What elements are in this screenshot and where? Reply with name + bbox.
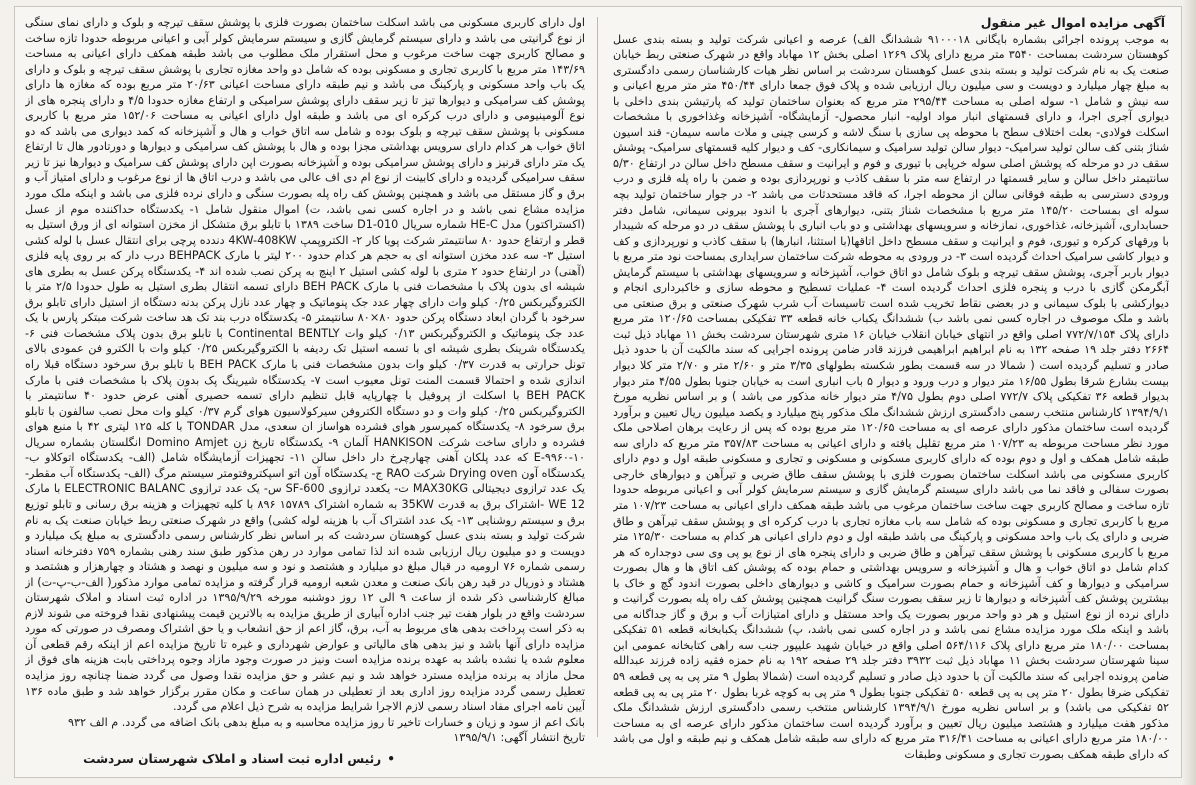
scan-edge-shadow <box>1182 0 1196 785</box>
notice-left-column <box>25 15 585 769</box>
bullet-icon: • <box>387 751 395 766</box>
column-divider <box>597 17 598 737</box>
notice-left-text: اول دارای کاربری مسکونی می باشد اسکلت ساختمان بصورت فلزی با پوشش سقف تیرچه و بلوک و دارای نمای سنگی از نوع گرانیتی می باشد و دارای سیستم گرمایش گازی و سیستم سرمایش کولر آبی و اعیانی مربوطه حدودا تازه ساخت و مصالح کاربری جهت ساخت مرغوب و محل استقرار ملک مطلوب می باشد طبقه همکف دارای اعیانی به مساحت ۱۴۳/۶۹ متر مربع با کاربری تجاری و مسکونی بوده که شامل دو واحد مغازه تجاری با پوشش سقف تیرچه و بلوک و دارای یک باب واحد مسکونی و پارکینگ می باشد و نیم طبقه دارای مساحت اعیانی ۲۰/۶۳ متر مربع بوده که مغازه ها دارای پوشش کف سرامیکی و دیوارها تیز تا زیر سقف دارای پوشش سرامیکی و ارتفاع مغازه حدودا ۴/۵ و دارای پنجره های از نوع آلومینیومی و دارای درب کرکره ای می باشد و طبقه اول دارای اعیانی به مساحت ۱۵۲/۰۶ متر مربع با کاربری مسکونی با پوشش سقف تیرچه و بلوک بوده و شامل سه اتاق خواب و هال و آشپزخانه که کمد دیواری می باشد که دو اتاق خواب هر کدام دارای سرویس بهداشتی مجزا بوده و هال با پوشش کف سرامیکی و دیوارها و دورتادور هال تا ارتفاع یک متر دارای قرنیز و دارای پوشش سرامیکی بوده و آشپزخانه بصورت اپن دارای پوشش کف سرامیک و دیوارها نیز تا زیر سقف سرامیکی گردیده و دارای کابینت از نوع ام دی اف عالی می باشد و درب اتاق ها از نوع مرغوب و دارای امتیاز آب و برق و گاز مستقل می باشد و همچنین پوشش کف راه پله بصورت سنگی و دارای نرده فلزی می باشد و اینکه ملک مورد مزایده مشاع نمی باشد و در اجاره کسی نمی باشد، ت) اموال منقول شامل ۱- یکدستگاه حداکننده موم از عسل (اکستراکتور) مدل HE-C شماره سریال D1-010 ساخت ۱۳۸۹ با تابلو برق متشکل از مخزن استوانه ای از ورق استیل به قطر و ارتفاع حدود ۸۰ سانتیمتر شرکت پویا کار ۲- الکتروپمپ 4KW-408KW دندده پرچی برای انتقال عسل با لوله کشی استیل ۳- سه عدد مخزن استوانه ای به حجم هر کدام حدود ۲۰۰ لیتر با مارک BEHPACK درب دار که بر روی پایه فلزی (آهنی) در ارتفاع حدود ۲ متری با لوله کشی استیل ۲ اینچ به پرکن نصب شده اند ۴- یکدستگاه پرکن عسل به بطری های شیشه ای بدون پلاک با مشخصات فنی با مارک BEH PACK دارای تسمه انتقال بطری استیل به طول حدودا ۲/۵ متر با الکتروگیربکس ۰/۲۵ کیلو وات دارای چهار عدد جک پنوماتیک و چهار عدد نازل پرکن بدنه دستگاه از استیل دارای تابلو برق سرخود با گردان ابعاد دستگاه پرکن حدود ۸۰×۸۰ سانتیمتر ۵- یکدستگاه درب بند تک هد ساخت شرکت مبتکر پارس با یک عدد جک پنوماتیک و الکتروگیربکس ۰/۱۳ کیلو وات Continental BENTLY با تابلو برق بدون پلاک مشخصات فنی ۶- یکدستگاه شرینک بطری شیشه ای با تسمه استیل تک ردیفه با الکتروگیربکس ۰/۲۵ کیلو وات با الکترو فن عمودی بالای تونل حرارتی به قدرت ۰/۳۷ کیلو وات بدون مشخصات فنی با مارک BEH PACK با تابلو برق سرخود دستگاه قبلا راه اندازی شده و احتمالا قسمت المنت تونل معیوب است ۷- یکدستگاه شیرینگ پک بدون پلاک با مشخصات فنی با مارک BEH PACK با اسکلت از پروفیل با چهارپایه قابل تنظیم دارای تسمه حصیری آهنی عرض حدود ۴۰ سانتیمتر با الکتروگیربکس ۰/۲۵ کیلو وات و دو دستگاه الکتروفن سیرکولاسیون هوای گرم ۰/۳۷ کیلو وات محل نصب سالفون با تابلو برق سرخود ۸- یکدستگاه کمپرسور هوای فشرده هواساز ان سعدی، مدل TONDAR با کله ۱۲۵ لیتری ۴۲ با منبع هوای فشرده و دارای ساخت شرکت HANKISON آلمان ۹- یکدستگاه تاریخ زن Domino Amjet انگلستان بشماره سریال ۱۰-۹۹۶۰-E که عدد پلکان آهنی چهارچرخ دار داخل سالن ۱۱- تجهیزات آزمایشگاه شامل (الف- یکدستگاه اتوکلاو ب- یکدستگاه آون Drying oven شرکت RAO ج- یکدستگاه آون اتو اسپکتروفتومتر سیستم مرگ (الف- یکدستگاه آب مقطر- یک عدد ترازوی دیجیتالی MAX30KG ت- یکعدد ترازوی SF-600 س- یک عدد ترازوی ELECTRONIC BALANC با مارک WE 12 -اشتراک برق به قدرت 35KW به شماره اشتراک ۱۵۷۸۹ ۸۹۶ با کلیه تجهیزات و هزینه برق رسانی و تابلو توزیع برق و سیستم روشنایی ۱۳- یک عدد اشتراک آب با هزینه لوله کشی) واقع در شهرک صنعتی ربط خیابان صنعت یک به نام شرکت تولید و بسته بندی عسل کوهستان سردشت که بر اساس نظر کارشناس رسمی دادگستری به مبلغ یک میلیارد و دویست و دو میلیون ریال ارزیابی شده اند لذا تمامی موارد در رهن مذکور طبق سند رهنی بشماره ۷۵۹ دفترخانه اسناد رسمی شماره ۷۶ ارومیه در قبال مبلغ دو میلیارد و هشتصد و نود و سه میلیون و نهصد و هشتاد و چهارهزار و هشتصد و هشتاد و ذوریال در قید رهن بانک صنعت و معدن شعبه ارومیه قرار گرفته و مزایده تمامی موارد مذکور( الف-ب-پ-ت) از مبالغ کارشناسی ذکر شده از ساعت ۹ الی ۱۲ روز دوشنبه مورخه ۱۳۹۵/۹/۲۹ در اداره ثبت اسناد و املاک شهرستان سردشت واقع در بلوار هفت تیر جنب اداره آبیاری از طریق مزایده به بالاترین قیمت پیشنهادی نقدا فروخته می شوند لازم به ذکر است پرداخت بدهی های مربوط به آب، برق، گاز اعم از حق انشعاب و یا حق اشتراک ومصرف در صورتی که مورد مزایده دارای آنها باشد و نیز بدهی های مالیاتی و عوارض شهرداری و غیره تا تاریخ مزایده اعم از اینکه رقم قطعی آن معلوم شده یا نشده باشد به عهده برنده مزایده است ونیز در صورت وجود مازاد وجوه پرداختی بابت هزینه های فوق از محل مازاد به برنده مزایده مسترد خواهد شد و نیم عشر و حق مزایده نقدا وصول می گردد ضمنا چنانچه روز مزایده تعطیل رسمی گردد مزایده روز اداری بعد از تعطیلی در همان ساعت و مکان مقرر برگزار خواهد شد و طبق ماده ۱۳۶ آیین نامه اجرای مفاد اسناد رسمی لازم الاجرا شرایط مزایده به شرح ذیل اعلام می گردد. <box>25 16 585 714</box>
notice-tracking-line: بانک اعم از سود و زیان و خسارات تاخیر تا روز مزایده محاسبه و به مبلغ بدهی بانک اضافه می گردد. م الف ۹۳۲ <box>68 715 585 729</box>
notice-title: آگهی مزایده اموال غیر منقول <box>980 15 1165 30</box>
notice-right-text: به موجب پرونده اجرائی بشماره بایگانی ۹۱۰۰۰۱۸ ششدانگ الف) عرصه و اعیانی شرکت تولید و بسته بندی عسل کوهستان سردشت بمساحت ۳۵۴۰ متر مربع دارای پلاک ۱۲۶۹ اصلی بخش ۱۲ مهاباد واقع در شهرک صنعتی ربط خیابان صنعت یک به نام شرکت تولید و بسته بندی عسل کوهستان سردشت بر اساس نظر هیات کارشناسان رسمی دادگستری به مبلغ چهار میلیارد و دویست و سی میلیون ریال ارزیابی شده و پلاک فوق جمعا دارای ۴۵۰/۴۴ متر متر مربع اعیانی و سه نیش و شامل ۱- سوله اصلی به مساحت ۲۹۵/۴۴ متر مربع که بعنوان ساختمان تولید که پارتیشن بندی داخلی با دیواری آجری اجرا، و دارای قسمتهای انبار مواد اولیه- انبار محصول- آزمایشگاه- آشپزخانه وغذاخوری با مشخصات اسکلت فولادی- بعلت اختلاف سطح با محوطه پی سازی با سنگ لاشه و کرسی چینی و ملات ماسه سیمان- قند اسیون شناژ بتنی کف سالن تولید سرامیک- دیوار سالن تولید سرامیک و سیمانکاری- کف و دیوار کلیه قسمتهای سرامیک- پوشش سقف در دو مرحله که پوشش اصلی سوله خرپایی با تیوری و فوم و ایرانیت و سقف مسطح داخل سالن در ارتفاع ۵/۳۰ سانتیمتر داخل سالن و سایر قسمتها در ارتفاع سه متر با سقف کاذب و نورپردازی بوده و ضمن با راه پله فلزی و درب ورودی دسترسی به طبقه فوقانی سالن از محوطه اجرا، که فاقد مستحدثات می باشد ۲- در جوار ساختمان تولید بچه سوله ای بمساحت ۱۴۵/۲۰ متر مربع با مشخصات شناژ بتنی، دیوارهای آجری با اندود بیرونی سیمانی، شامل دفتر حسابداری، آشپزخانه، غذاخوری، نمازخانه و سرویسهای بهداشتی و دو باب انباری با پوشش سقف در دو مرحله که شیبدار با ورقهای کرکره و تیوری، فوم و ایرانیت و سقف مسطح داخل اتاقها(با استثنا، انبارها) با سقف کاذب و نورپردازی و کف و دیوار کاشی سرامیک احداث گردیده است ۳- در ورودی به محوطه شرکت ساختمان سرایداری بمساحت نود متر مربع با دیوار باربر آجری، پوشش سقف تیرچه و بلوک شامل دو اتاق خواب، آشپزخانه و سرویسهای بهداشتی با سیستم گرمایش آبگرمکن گازی با درب و پنجره فلزی احداث گردیده است ۴- عملیات تسطیح و محوطه سازی و خاکبرداری انجام و دیوارکشی با بلوک سیمانی و در بعضی نقاط تخریب شده است تاسیسات آب شرب شهرک صنعتی و برق صنعتی می باشد و ملک موصوف در اجاره کسی نمی باشد ب) ششدانگ یکباب خانه قطعه ۳۳ تفکیکی بمساحت ۱۲۰/۶۵ متر مربع دارای پلاک ۷۷۲/۷/۱۵۴ اصلی واقع در انتهای خیابان انقلاب خیابان ۱۶ متری شهرستان سردشت بخش ۱۱ مهاباد ذیل ثبت ۲۶۶۴ دفتر جلد ۱۹ صفحه ۱۳۲ به نام ابراهیم ابراهیمی فرزند قادر ضامن پرونده اجرایی که سند مالکیت آن با حدود ذیل صادر و تسلیم گردیده است ( شمالا در سه قسمت بطور شکسته بطولهای ۳/۳۵ متر و ۲/۶۰ متر و ۲/۷۰ متر کلا دیوار بیست بشارع شرقا بطول ۱۶/۵۵ متر دیوار و درب ورود و دیوار ۵ باب انباری است به خیابان جنوبا بطول ۴/۵۵ متر دیوار بدیوار قطعه ۳۶ تفکیکی پلاک ۷۷۲/۷ اصلی دوم بطول ۴/۷۵ متر دیوار خانه مذکور می باشد ) و بر اساس نظریه مورخ ۱۳۹۴/۹/۱ کارشناس منتخب رسمی دادگستری ارزش ششدانگ ملک مذکور پنج میلیارد و یکصد میلیون ریال تعیین و برآورد گردیده است ساختمان مذکور دارای عرصه ای به مساحت ۱۲۰/۶۵ متر مربع بوده که پس از رعایت برهان اصلاحی ملک مورد نظر مساحت مربوطه به ۱۰۷/۲۳ متر مربع تقلیل یافته و دارای اعیانی به مساحت ۳۵۷/۸۳ متر مربع که دارای سه طبقه شامل همکف و اول و دوم بوده که دارای کاربری مسکونی و مسکونی و تجاری و مسکونی طبقه اول و دوم دارای کاربری مسکونی می باشد اسکلت ساختمان بصورت فلزی با پوشش سقف طاق ضربی و تیرآهن و دیوارهای خارجی بصورت سفالی و فاقد نما می باشد دارای سیستم گرمایش گازی و سیستم سرمایش کولر آبی و اعیانی مربوطه حدودا تازه ساخت و مصالح کاربری جهت ساخت ساختمان مرغوب می باشد طبقه همکف دارای اعیانی به مساحت ۱۰۷/۲۳ متر مربع با کاربری تجاری و مسکونی بوده که شامل سه باب مغازه تجاری با درب کرکره ای و پوشش سقف تیرآهن و طاق ضربی و دارای یک باب واحد مسکونی و پارکینگ می باشد طبقه اول و دوم دارای اعیانی هر کدام به مساحت ۱۲۵/۳۰ متر مربع با کاربری مسکونی با پوشش سقف تیرآهن و طاق ضربی و دارای پنجره های از نوع یو پی وی سی دوجداره که هر کدام شامل دو اتاق خواب و هال و آشپزخانه و سرویس بهداشتی و حمام بوده که پوشش کف اتاق ها و هال بصورت سرامیکی و دیوارها و کف آشپزخانه و حمام بصورت سرامیک و کاشی و دیوارهای داخلی بصورت اندود گچ و خاک با بیشترین پوشش کف آشپزخانه و دیوارها تا زیر سقف بصورت سنگ گرانیت همچنین پوشش کف راه پله بصورت گرانیت و دارای نرده از نوع استیل و هر دو واحد مربور بصورت یک واحد مستقل و دارای امتیازات آب و برق و گاز جداگانه می باشد و اینکه ملک مورد مزایده مشاع نمی باشد و در اجاره کسی نمی باشد، پ) ششدانگ یکبابخانه قطعه ۵۱ تفکیکی بمساحت ۱۸۰/۰۰ متر مربع دارای پلاک ۵۶۴/۱۱۶ اصلی واقع در خیابان شهید علیپور جنب سه راهی کتابخانه عمومی ابن سینا شهرستان سردشت بخش ۱۱ مهاباد ذیل ثبت ۳۹۳۲ دفتر جلد ۲۹ صفحه ۱۹۲ به نام حمزه فقیه زاده فرزند عبدالله ضامن پرونده اجرایی که سند مالکیت آن با حدود ذیل صادر و تسلیم گردیده است (شمالا بطول ۹ متر پی به پی قطعه ۵۹ تفکیکی ضرقا بطول ۲۰ متر پی به پی قطعه ۵۰ تفکیکی جنوبا بطول ۹ متر پی به کوچه غربا بطول ۲۰ متر پی به پی قطعه ۵۲ تفکیکی می باشد) و بر اساس نظریه مورخ ۱۳۹۴/۹/۱ کارشناس منتخب رسمی دادگستری ارزش ششدانگ ملک مذکور هفت میلیارد و هشتصد میلیون ریال تعیین و برآورد گردیده است ساختمان مذکور دارای عرصه ای به مساحت ۱۸۰/۰۰ متر مربع دارای اعیانی به مساحت ۳۱۶/۴۱ متر مربع که دارای سه طبقه شامل همکف و نیم طبقه و اول می باشد که دارای طبقه همکف بصورت تجاری و مسکونی وطبقات <box>613 32 1169 761</box>
notice-signature <box>25 752 585 768</box>
notice-right-column <box>613 15 1169 769</box>
signature-text: رئیس اداره ثبت اسناد و املاک شهرستان سردشت <box>83 751 382 766</box>
notice-publish-date: تاریخ انتشار آگهی: ۱۳۹۵/۹/۱ <box>453 731 585 745</box>
newspaper-notice <box>14 6 1182 778</box>
